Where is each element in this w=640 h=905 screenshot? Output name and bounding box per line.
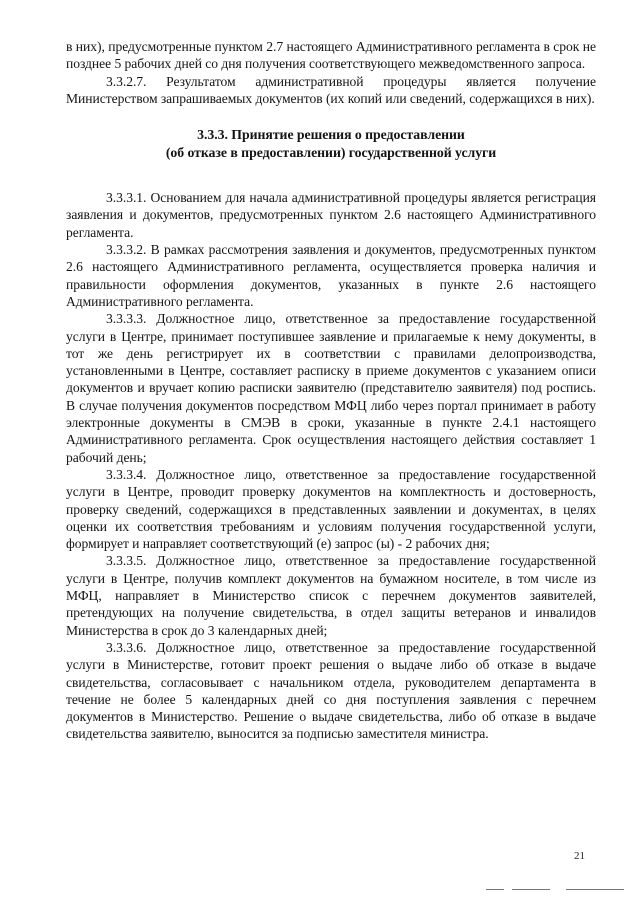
footer-scan-line xyxy=(512,889,550,890)
paragraph-3-3-3-4: 3.3.3.4. Должностное лицо, ответственное за предоставление государственной услуги в Центре, проводит проверку документов на комплектность и достоверность, проверку сведений, содержащихся в представленных заявлении и документах, в целях оценки их соответствия требованиям и условиям получения государственной услуги, формирует и направляет соответствующий (е) запрос (ы) - 2 рабочих дня; xyxy=(66,466,596,552)
paragraph-3-3-3-6: 3.3.3.6. Должностное лицо, ответственное за предоставление государственной услуги в Министерстве, готовит проект решения о выдаче либо об отказе в выдаче свидетельства, согласовывает с начальником отдела, руководителем департамента в течение не более 5 календарных дней со дня поступления заявления с перечнем документов в Министерство. Решение о выдаче свидетельства, либо об отказе в выдаче свидетельства заявителю, выносится за подписью заместителя министра. xyxy=(66,639,596,742)
paragraph-3-3-2-7: 3.3.2.7. Результатом административной процедуры является получение Министерством запрашиваемых документов (их копий или сведений, содержащихся в них). xyxy=(66,73,596,106)
section-heading xyxy=(66,126,596,161)
paragraph-continuation: в них), предусмотренные пунктом 2.7 настоящего Административного регламента в срок не позднее 5 рабочих дней со дня получения соответствующего межведомственного запроса. xyxy=(66,39,596,72)
section-heading-line-1: 3.3.3. Принятие решения о предоставлении xyxy=(197,127,465,143)
footer-scan-line xyxy=(486,889,504,890)
page-number: 21 xyxy=(574,850,585,862)
paragraph-3-3-3-1: 3.3.3.1. Основанием для начала административной процедуры является регистрация заявления и документов, предусмотренных пунктом 2.6 настоящего Административного регламента. xyxy=(66,190,596,240)
paragraph-3-3-3-5: 3.3.3.5. Должностное лицо, ответственное за предоставление государственной услуги в Центре, получив комплект документов на бумажном носителе, в том числе из МФЦ, направляет в Министерство список с перечнем документов заявителей, претендующих на получение свидетельства, в отдел защиты ветеранов и инвалидов Министерства в срок до 3 календарных дней; xyxy=(66,553,596,638)
footer-scan-line xyxy=(566,889,624,890)
paragraph-3-3-3-2: 3.3.3.2. В рамках рассмотрения заявления и документов, предусмотренных пунктом 2.6 настоящего Административного регламента, осуществляется проверка наличия и правильности оформления документов, указанных в пункте 2.6 настоящего Административного регламента. xyxy=(66,242,596,309)
document-page xyxy=(66,38,596,743)
paragraph-3-3-3-3: 3.3.3.3. Должностное лицо, ответственное за предоставление государственной услуги в Центре, принимает поступившее заявление и прилагаемые к нему документы, в тот же день регистрирует их в соответствии с правилами делопроизводства, установленными в Центре, составляет расписку в приеме документов с указанием описи документов и вручает копию расписки заявителю (представителю заявителя) под роспись. В случае получения документов посредством МФЦ либо через портал принимает в работу электронные документы в СМЭВ в сроки, указанные в пункте 2.4.1 настоящего Административного регламента. Срок осуществления настоящего действия составляет 1 рабочий день; xyxy=(66,311,596,465)
section-heading-line-2: (об отказе в предоставлении) государственной услуги xyxy=(165,144,497,160)
